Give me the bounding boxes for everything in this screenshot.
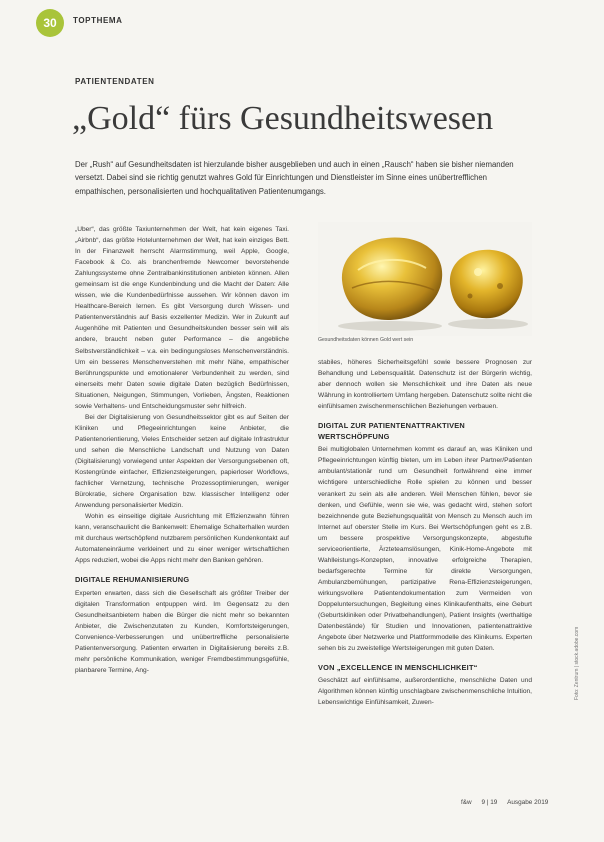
body-paragraph: stabiles, höheres Sicherheitsgefühl sowie bessere Prognosen zur Behandlung und Lebensqualität. Datenschutz ist der Bürgerin wichtig, aber dennoch wollen sie Menschlichkeit und ihre Daten als neue Währung in kontrolliertem Umfang hergeben. Datenschutz sollte nicht die einfühlsamen zwischenmenschlichen Beziehungen verbauen. [318, 359, 532, 411]
subheading: VON „EXCELLENCE IN MENSCHLICHKEIT“ [318, 663, 478, 673]
page-footer [461, 799, 548, 806]
gold-nuggets-photo [318, 222, 532, 336]
body-paragraph: Wohin es einseitige digitale Ausrichtung mit Effizienzwahn führen kann, veranschaulicht die Bankenwelt: Ehemalige Schalterhallen wurden mit durchaus wertschöpfend nutzbarem persönlichen Kundenkontakt auf Automateneinräume verkleinert und zu einer weniger wirtschaftlichen Apps reduziert, wobei die Apps nicht mehr den Banken gehören. [75, 513, 289, 565]
article-kicker: PATIENTENDATEN [75, 77, 155, 86]
footer-issue: 9 | 19 [481, 799, 498, 806]
photo-credit: Foto: Zentrum | stock.adobe.com [574, 626, 580, 700]
body-paragraph: „Uber“, das größte Taxiunternehmen der Welt, hat kein eigenes Taxi. „Airbnb“, das größte Hotelunternehmen der Welt, hat kein einziges Bett. In der Finanzwelt herrscht Alarmstimmung, weil Apple, Google, Facebook & Co. als branchenfremde Newcomer bevorstehende Zahlungssysteme ohne Zentralbankinstitutionen anbieten können. Allen gemeinsam ist die enge Kundenbindung und die Macht der Daten: Alle wissen, wie die Kundenbedürfnisse aussehen. Wir können davon im Healthcare-Bereich lernen. Es gibt Versorgung durch Wissen- und Patientenverständnis auf Basis exzellenter Medizin. Wer in Zukunft auf Augenhöhe mit Patienten und Gesundheitskunden besser sein will als andere, braucht neben guter Performance – die angebliche Selbstverständlichkeit – v.a. ein bedingungsloses Menschenverständnis. Um ein besseres Menschenverstehen mit mehr Nähe, empathischer Berührungspunkte und emotionalerer Verbundenheit zu werden, sind einerseits mehr Daten sowie digitale Daten bezüglich Bedürfnissen, Situationen, Neigungen, Stimmungen, Vorlieben, Ängsten, Reaktionen sowie Verhaltens- und Entscheidungsmuster sehr hilfreich. [75, 226, 289, 410]
right-column [318, 357, 532, 708]
subheading: DIGITAL ZUR PATIENTENATTRAKTIVEN WERTSCHÖPFUNG [318, 421, 465, 442]
article-title: „Gold“ fürs Gesundheitswesen [72, 100, 494, 137]
footer-edition: Ausgabe 2019 [507, 799, 549, 806]
left-column [75, 224, 289, 676]
photo-caption: Gesundheitsdaten können Gold wert sein [318, 337, 414, 343]
footer-magazine: f&w [461, 799, 472, 806]
subheading: DIGITALE REHUMANISIERUNG [75, 575, 190, 585]
article-lead: Der „Rush“ auf Gesundheitsdaten ist hierzulande bisher ausgeblieben und auch in einen „Rausch“ haben sie bisher niemanden versetzt. Dabei sind sie richtig genutzt wahres Gold für Einrichtungen und Dienstleister im Sinne eines unübertrefflichen empathischen, personalisierten und hochqualitativen Patientenumgangs. [75, 160, 514, 196]
body-paragraph: Bei multiglobalen Unternehmen kommt es darauf an, was Kliniken und Pflegeeinrichtungen künftig bieten, um im Leben ihrer Partner/Patienten ambulant/stationär rund um Gesundheit fortwährend eine immer wichtigere unterschiedliche Rolle spielen zu können und besser verankert zu sein als alle anderen. Weil Menschen fühlen, bevor sie denken, und Gefühle, wenn sie wie, was gedacht wird, stehen sofort bezeichnende gute Beziehungsqualität von Mensch zu Mensch auch im Internet auf oberster Stelle im Kurs. Bei Wertschöpfungen geht es z.B. um bessere prospektive Versorgungskonzepte, abgestufte serviceorientierte, Ärzteteamslösungen, Kinik-Home-Angebote mit Wahlleistungs-Konzepten, innovative erfolgreiche Therapien, bedarfsgerechte Termine für direkte Versorgungen, Ambulanzbemühungen, partizipative Rena-Effizienzsteigerungen, wirkungsvollere Patientendokumentation zum Vermeiden von Doppeluntersuchungen, Begleitung eines Klinikaufenthalts, eine Geburt (Geburtskliniken oder Privatbehandlungen), Patient Insights (werthaltige Datenbestände) für Studien und Innovationen, patientenattraktive Angebote über Netzwerke und Plattformmodelle des Klinikums. Experten sehen bis zu zweistellige Wertsteigerungen mit guten Daten. [318, 446, 532, 653]
body-paragraph: Geschätzt auf einfühlsame, außerordentliche, menschliche Daten und Algorithmen können künftig unschlagbare zwischenmenschliche Intuition, Lebenswichtige Einfühlsamkeit, Zuwen- [318, 677, 532, 707]
gold-nuggets-image [318, 222, 532, 336]
section-label: TOPTHEMA [73, 16, 123, 25]
body-paragraph: Experten erwarten, dass sich die Gesellschaft als größter Treiber der digitalen Transformation entpuppen wird. Im Gegensatz zu den Gesundheitsanbietern haben die Bürger die nicht mehr so bekannten Anbieter, die Zwischenzutaten zu Kunden, Komfortsteigerungen, Convenience-Verbesserungen und unübertreffliche personalisierte Patientenversorgung. Patienten erwarten in Digitalisierung bereits z.B. mehr persönliche Kommunikation, weniger Fremdbestimmungsgefühle, planbarere Termine, Ang- [75, 589, 289, 674]
page-number-badge: 30 [36, 9, 64, 37]
body-paragraph: Bei der Digitalisierung von Gesundheitssektor gibt es auf Seiten der Kliniken und Pflegeeinrichtungen keine Anbieter, die Patientenorientierung, Vieles Entscheider setzen auf digitale Infrastruktur und sehen die Menschliche Landschaft und Nutzung von Daten (Digitalisierung) vorwiegend unter Aspekten der Versorgungsebenen oft, Kostengründe einfacher, Effizienzsteigerungen, papierloser Workflows, fachlicher Vernetzung, technische Prozessoptimierungen, weniger Bürokratie, sichere Organisation bzw. klassischer Intelligenz oder Anwendung personalisierter Medizin. [75, 413, 289, 510]
